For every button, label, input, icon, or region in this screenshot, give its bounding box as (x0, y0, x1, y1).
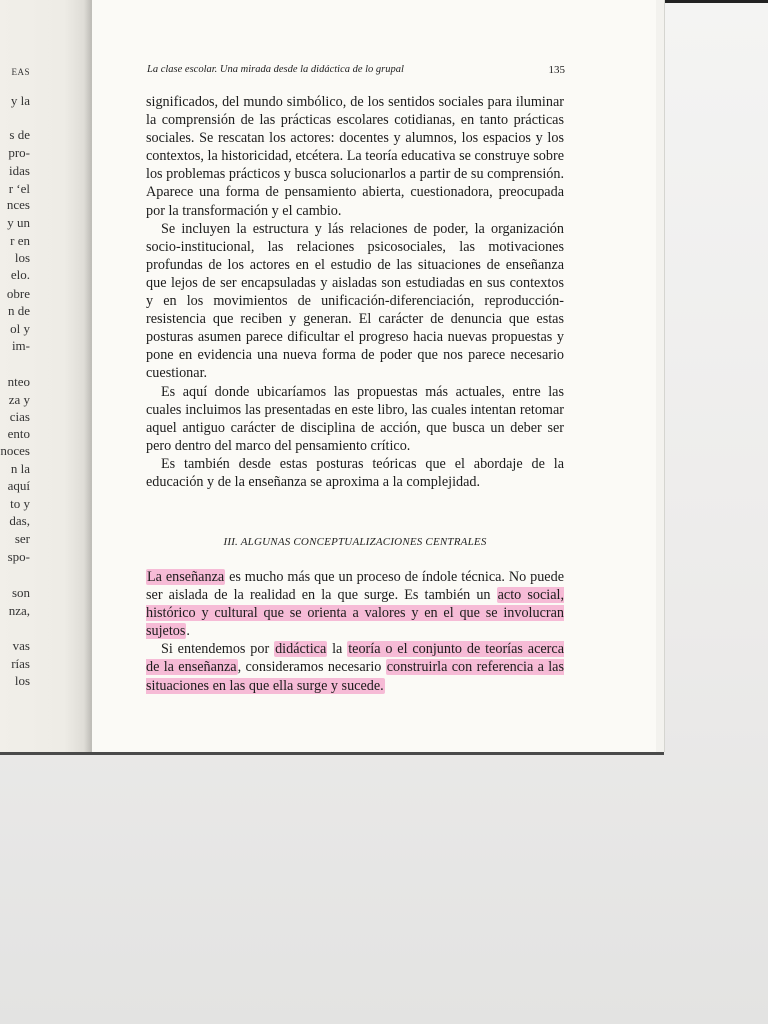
left-page-fragment: aquí (7, 478, 30, 493)
left-page-fragment: idas (9, 163, 30, 178)
text-span: Si entendemos por (161, 641, 275, 658)
left-page-fragment: r en (10, 233, 30, 248)
left-page-fragment: n la (10, 461, 30, 476)
left-page-fragment: y un (7, 215, 30, 230)
left-page-fragment: nteo (7, 374, 30, 389)
left-page-fragment: r ‘el (8, 181, 30, 196)
left-page-fragment: noces (0, 443, 30, 458)
left-page-fragment: ol y (10, 321, 30, 336)
running-head (147, 64, 565, 80)
left-page-fragment: pro- (8, 145, 30, 160)
left-page-fragment: cias (9, 409, 30, 424)
left-page-fragment: nces (6, 197, 30, 212)
left-page-fragment: obre (6, 286, 30, 301)
paragraph (146, 640, 564, 694)
left-page-fragment: rías (11, 656, 30, 671)
left-page-fragment: nza, (8, 603, 30, 618)
left-page-fragment: ento (7, 426, 30, 441)
left-page-fragment: s de (9, 127, 30, 142)
left-page-fragment: los (14, 250, 30, 265)
paragraph: Es aquí donde ubicaríamos las propuestas más actuales, entre las cuales incluimos las presentadas en este libro, las cuales intentan retomar aquel antiguo carácter de disciplina de acción, que busca un deber ser pero dentro del marco del pensamiento crítico. (146, 383, 564, 454)
text-span: la (327, 641, 348, 658)
left-page-fragment: n de (7, 303, 30, 318)
left-page-fragment: spo- (7, 549, 30, 564)
left-page-fragment: das, (9, 513, 30, 528)
text-span: , consideramos necesario (237, 659, 386, 676)
left-page-fragment: vas (12, 638, 30, 653)
left-page-fragment: los (14, 673, 30, 688)
body-text (146, 93, 564, 491)
left-page-fragment: to y (10, 496, 30, 511)
paragraph (146, 568, 564, 640)
left-page-fragment: elo. (10, 267, 30, 282)
highlighted-text: didáctica (275, 641, 327, 658)
highlighted-text: teoría o el conjunto de teorías acerca de la enseñanza (146, 641, 564, 676)
left-page-fragment: son (11, 585, 30, 600)
highlighted-text: construirla con referencia a las situaciones en las que ella surge y sucede. (146, 659, 564, 694)
paragraph: Se incluyen la estructura y lás relaciones de poder, la organización socio-institucional, las relaciones psicosociales, las motivaciones profundas de los actores en el estudio de las situaciones de enseñanza que lejos de ser encapsuladas y aisladas son estudiadas en sus contextos y en los movimientos de unificación-diferenciación, reproducción-resistencia que reciben y generan. El carácter de denuncia que estas posturas asumen parece dificultar el progreso hacia nuevas propuestas y pone en evidencia una nueva forma de poder que nos parece necesario cuestionar. (146, 220, 564, 382)
left-page-fragment: ser (14, 531, 30, 546)
page-number: 135 (548, 64, 565, 76)
left-page-fragment: za y (8, 392, 30, 407)
text-span: . (186, 623, 190, 640)
left-page (0, 0, 92, 755)
left-page-fragment: EAS (11, 67, 30, 77)
text-span: es mucho más que un proceso de índole técnica. No puede ser aislada de la realidad en la que surge. Es también un (146, 569, 564, 604)
paragraph: Es también desde estas posturas teóricas que el abordaje de la educación y de la enseñanza se aproxima a la complejidad. (146, 455, 564, 490)
paragraph: significados, del mundo simbólico, de los sentidos sociales para iluminar la comprensión de las prácticas escolares cotidianas, en tanto prácticas sociales. Se rescatan los actores: docentes y alumnos, los espacios y los contextos, la historicidad, etcétera. La teoría educativa se construye sobre los problemas prácticos y busca solucionarlos a partir de su comprensión. Aparece una forma de pensamiento abierta, cuestionadora, preocupada por la transformación y el cambio. (146, 94, 564, 219)
section-heading: III. ALGUNAS CONCEPTUALIZACIONES CENTRALES (223, 536, 487, 548)
page-bottom-edge (0, 752, 664, 755)
page-edge (656, 0, 665, 752)
left-page-fragment: y la (10, 93, 30, 108)
section-text (146, 568, 564, 695)
left-page-fragment: im- (11, 338, 30, 353)
running-head-title: La clase escolar. Una mirada desde la didáctica de lo grupal (147, 64, 404, 75)
highlighted-text: acto social, histórico y cultural que se orienta a valores y en el que se involucran sujetos (146, 587, 564, 640)
highlighted-text: La enseñanza (147, 569, 225, 585)
